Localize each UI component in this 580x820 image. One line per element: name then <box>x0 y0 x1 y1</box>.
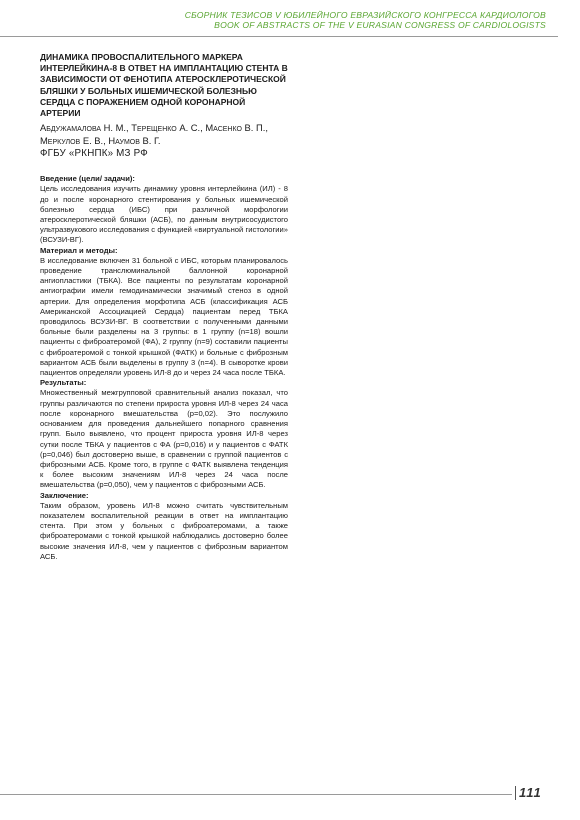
header-title-ru: СБОРНИК ТЕЗИСОВ V ЮБИЛЕЙНОГО ЕВРАЗИЙСКОГО КОНГРЕССА КАРДИОЛОГОВ <box>184 10 546 20</box>
section-body: Таким образом, уровень ИЛ-8 можно считать чувствительным показателем воспалительной реакции в ответ на имплантацию стента. При этом у больных с фиброатеромами, а также фиброатеромами с тонкой крышкой наблюдались достоверно более высокие значения ИЛ-8, чем у пациентов с фиброзным вариантом АСБ. <box>40 500 288 561</box>
running-header <box>185 10 546 30</box>
section-body: Цель исследования изучить динамику уровня интерлейкина (ИЛ) - 8 до и после коронарного стентирования у больных ишемической болезнью сердца (ИБС) при различной морфологии атеросклеротической бляшки (АСБ), по данным внутрисосудистого ультразвукового исследования с функцией «виртуальной гистологии» (ВСУЗИ-ВГ). <box>40 184 288 245</box>
section-methods <box>40 246 288 379</box>
article-title: ДИНАМИКА ПРОВОСПАЛИТЕЛЬНОГО МАРКЕРА ИНТЕРЛЕЙКИНА-8 В ОТВЕТ НА ИМПЛАНТАЦИЮ СТЕНТА В ЗАВИСИМОСТИ ОТ ФЕНОТИПА АТЕРОСКЛЕРОТИЧЕСКОЙ БЛЯШКИ У БОЛЬНЫХ ИШЕМИЧЕСКОЙ БОЛЕЗНЬЮ СЕРДЦА С ПОРАЖЕНИЕМ ОДНОЙ КОРОНАРНОЙ АРТЕРИИ <box>40 52 288 119</box>
section-heading: Заключение: <box>40 490 89 500</box>
page-number-bar <box>515 786 516 800</box>
section-conclusion <box>40 491 288 562</box>
article-organization: ФГБУ «РКНПК» МЗ РФ <box>40 148 148 160</box>
article-authors: Абдужамалова Н. М., Терещенко А. С., Масенко В. П., Меркулов Е. В., Наумов В. Г. <box>40 122 268 147</box>
section-results <box>40 378 288 490</box>
header-divider <box>0 36 558 37</box>
section-heading: Материал и методы: <box>40 245 118 255</box>
section-heading: Результаты: <box>40 378 87 388</box>
footer-divider <box>0 794 512 795</box>
section-body: В исследование включен 31 больной с ИБС, которым планировалось проведение транслюминальной баллонной коронарной ангиопластики (ТБКА). Все пациенты по результатам коронарной ангиографии имели гемодинамически значимый стеноз в одной артерии. Для определения морфотипа АСБ (классификация АСБ Американской Ассоциацией Сердца) пациентам перед ТБКА проводилось ВСУЗИ-ВГ. В соответствии с полученными данными больные были разделены на 3 группы: в 1 группу (n=18) вошли пациенты с фиброатеромой (ФА), 2 группу (n=9) составили пациенты с фиброатеромой с тонкой крышкой (ФАТК) и больные с фиброзным вариантом АСБ были выделены в группу 3 (n=4). В сыворотке крови пациентов определяли уровень ИЛ-8 до и через 24 часа после ТБКА. <box>40 255 288 378</box>
abstract-article <box>40 52 288 562</box>
header-title-en: BOOK OF ABSTRACTS OF THE V EURASIAN CONGRESS OF CARDIOLOGISTS <box>214 20 546 30</box>
section-introduction <box>40 174 288 245</box>
page-number: 111 <box>519 785 542 800</box>
section-body: Множественный межгрупповой сравнительный анализ показал, что группы различаются по степени прироста уровня ИЛ-8 через 24 часа после коронарного вмешательства (p=0,02). Это послужило основанием для проведения дальнейшего попарного сравнения групп. Было выявлено, что процент прироста уровня ИЛ-8 через сутки после ТБКА у пациентов с ФА (p=0,016) и у пациентов с ФАТК (p=0,046) был достоверно выше, в сравнении с группой пациентов с фиброзными АСБ. Кроме того, в группе с ФАТК выявлена тенденция к более высоким значениям ИЛ-8 через 24 часа после вмешательства (p=0,050), чем у пациентов с фиброзными АСБ. <box>40 388 288 490</box>
section-heading: Введение (цели/ задачи): <box>40 174 135 184</box>
